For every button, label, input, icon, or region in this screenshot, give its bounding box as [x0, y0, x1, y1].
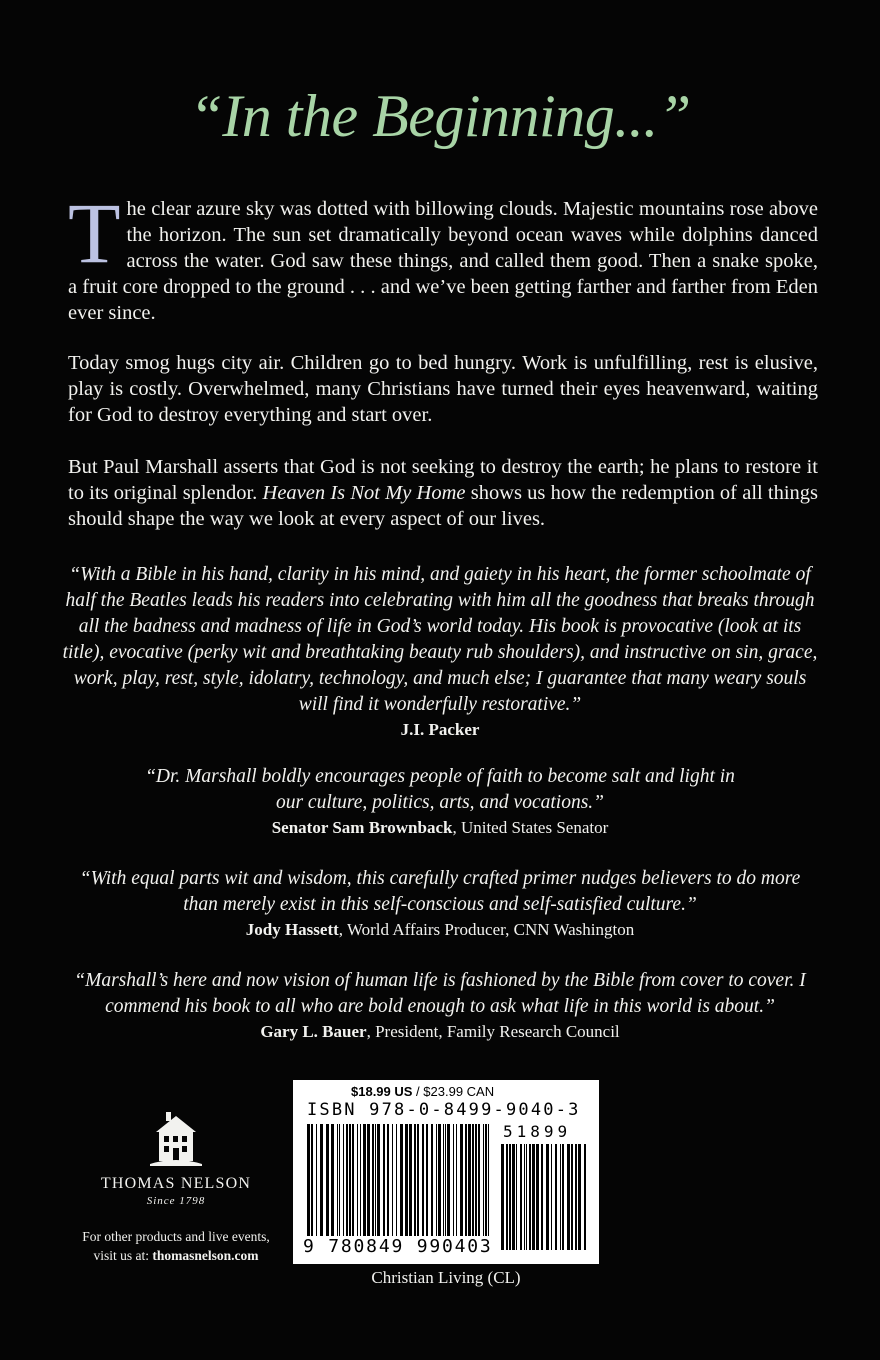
quote-text: “Marshall’s here and now vision of human life is fashioned by the Bible from cover to cover. I commend his book to all who are bold enough to ask what life in this world is about.” — [74, 970, 806, 1017]
visit-prefix: visit us at: — [93, 1248, 153, 1263]
barcode-bar — [468, 1124, 471, 1236]
barcode-bar — [512, 1144, 515, 1250]
barcode-bar — [456, 1124, 457, 1236]
barcode-bar — [414, 1124, 416, 1236]
barcode-panel — [293, 1080, 599, 1264]
barcode-bar — [520, 1144, 522, 1250]
visit-line-2 — [60, 1246, 292, 1265]
quote-text: “Dr. Marshall boldly encourages people of faith to become salt and light in our culture, politics, arts, and vocations.” — [145, 766, 735, 813]
barcode-bar — [375, 1124, 376, 1236]
barcode-bar — [387, 1124, 389, 1236]
barcode-bar — [447, 1124, 450, 1236]
isbn-barcode-bars — [307, 1124, 489, 1236]
publisher-name: THOMAS NELSON — [100, 1175, 252, 1192]
barcode-bar — [331, 1124, 334, 1236]
barcode-bar — [483, 1124, 484, 1236]
barcode-bar — [584, 1144, 586, 1250]
barcode-bar — [524, 1144, 525, 1250]
barcode-bar — [436, 1124, 437, 1236]
price-addon-barcode-bars — [501, 1144, 586, 1250]
barcode-bar — [532, 1144, 535, 1250]
barcode-bar — [472, 1124, 474, 1236]
price-separator: / — [412, 1084, 424, 1099]
publisher-visit — [60, 1227, 292, 1265]
quote-role: , President, Family Research Council — [366, 1022, 620, 1041]
quote-attribution — [140, 816, 740, 840]
barcode-bar — [349, 1124, 351, 1236]
barcode-bar — [475, 1124, 477, 1236]
barcode-bar — [311, 1124, 313, 1236]
barcode-bar — [377, 1124, 380, 1236]
book-title: Heaven Is Not My Home — [262, 482, 466, 504]
description-paragraph-1 — [68, 185, 818, 326]
quote-attribution — [50, 1020, 830, 1044]
barcode-bar — [307, 1124, 310, 1236]
barcode-bar — [567, 1144, 570, 1250]
barcode-bar — [409, 1124, 412, 1236]
barcode-bar — [546, 1144, 549, 1250]
barcode-bar — [352, 1124, 354, 1236]
quote-author: Jody Hassett — [245, 920, 339, 939]
publisher-block — [60, 1110, 292, 1265]
publisher-website: thomasnelson.com — [152, 1248, 259, 1263]
quote-role: , United States Senator — [452, 818, 609, 837]
barcode-bar — [560, 1144, 561, 1250]
barcode-bar — [460, 1124, 463, 1236]
barcode-bar — [465, 1124, 467, 1236]
barcode-bar — [488, 1124, 489, 1236]
barcode-bar — [438, 1124, 441, 1236]
quote-attribution — [60, 918, 820, 942]
barcode-bar — [357, 1124, 358, 1236]
paragraph-2-text: Today smog hugs city air. Children go to bed hungry. Work is unfulfilling, rest is elusive, play is costly. Overwhelmed, many Christians have turned their eyes heavenward, waiting for God to destroy everything and start over. — [68, 352, 818, 426]
barcode-bar — [501, 1144, 504, 1250]
barcode-bar — [392, 1124, 393, 1236]
ean-number: 9 780849 990403 — [303, 1236, 493, 1257]
barcode-bar — [516, 1144, 517, 1250]
quote-author: Gary L. Bauer — [260, 1022, 367, 1041]
barcode-bar — [526, 1144, 527, 1250]
description-paragraph-3 — [68, 454, 818, 532]
barcode-bar — [367, 1124, 370, 1236]
price-line — [351, 1084, 494, 1099]
house-icon — [148, 1110, 204, 1168]
quote-attribution — [60, 718, 820, 742]
category-label: Christian Living (CL) — [371, 1268, 521, 1287]
barcode-bar — [431, 1124, 433, 1236]
barcode-bar — [346, 1124, 348, 1236]
description-paragraph-2 — [68, 350, 818, 428]
barcode-bar — [405, 1124, 408, 1236]
barcode-bar — [555, 1144, 557, 1250]
barcode-bar — [326, 1124, 329, 1236]
endorsement-3 — [60, 866, 820, 942]
barcode-bar — [578, 1144, 581, 1250]
barcode-bar — [417, 1124, 419, 1236]
barcode-bar — [363, 1124, 366, 1236]
paragraph-1-text: he clear azure sky was dotted with billowing clouds. Majestic mountains rose above the horizon. The sun set dramatically beyond ocean waves while dolphins danced across the water. God saw these things, and called them good. Then a snake spoke, a fruit core dropped to the ground . . . and we’ve been getting farther and farther from Eden ever since. — [68, 198, 818, 324]
barcode-bar — [541, 1144, 543, 1250]
barcode-bar — [396, 1124, 397, 1236]
barcode-bar — [400, 1124, 403, 1236]
price-can: $23.99 CAN — [423, 1084, 495, 1099]
barcode-bar — [453, 1124, 454, 1236]
barcode-bar — [509, 1144, 511, 1250]
barcode-bar — [529, 1144, 531, 1250]
barcode-bar — [316, 1124, 317, 1236]
barcode-bar — [372, 1124, 374, 1236]
endorsement-4 — [50, 968, 830, 1044]
barcode-bar — [536, 1144, 539, 1250]
barcode-bar — [337, 1124, 338, 1236]
barcode-bar — [422, 1124, 424, 1236]
barcode-bar — [562, 1144, 564, 1250]
barcode-bar — [360, 1124, 361, 1236]
barcode-bar — [383, 1124, 385, 1236]
quote-text: “With a Bible in his hand, clarity in his mind, and gaiety in his heart, the former schoolmate of half the Beatles leads his readers into celebrating with him all the goodness that breaks through all the badness and madness of life in God’s world today. His book is provocative (look at its title), evocative (perky wit and breathtaking beauty rub shoulders), and instructive on sin, grace, work, play, rest, style, idolatry, technology, and much else; I guarantee that many weary souls will find it wonderfully restorative.” — [62, 564, 818, 715]
endorsement-2 — [140, 764, 740, 840]
price-us: $18.99 US — [351, 1084, 413, 1099]
barcode-bar — [339, 1124, 340, 1236]
quote-author: Senator Sam Brownback — [271, 818, 453, 837]
quote-role: , World Affairs Producer, CNN Washington — [338, 920, 635, 939]
barcode-bar — [575, 1144, 577, 1250]
paragraph-3-text-b: shows us how the redemption of all things should shape the way we look at every aspect of our lives. — [68, 482, 819, 530]
barcode-bar — [551, 1144, 552, 1250]
barcode-bar — [320, 1124, 323, 1236]
barcode-bar — [445, 1124, 446, 1236]
barcode-bar — [485, 1124, 487, 1236]
paragraph-3-text-a: But Paul Marshall asserts that God is not seeking to destroy the earth; he plans to restore it to its original splendor. — [68, 456, 818, 504]
barcode-bar — [571, 1144, 573, 1250]
endorsement-1 — [60, 562, 820, 742]
barcode-bar — [506, 1144, 508, 1250]
visit-line-1: For other products and live events, — [82, 1229, 270, 1244]
quote-author: J.I. Packer — [400, 720, 480, 739]
barcode-bar — [426, 1124, 428, 1236]
barcode-addon-number: 51899 — [503, 1122, 572, 1141]
isbn-number: ISBN 978-0-8499-9040-3 — [307, 1100, 581, 1120]
barcode-bar — [443, 1124, 444, 1236]
quote-text: “With equal parts wit and wisdom, this carefully crafted primer nudges believers to do more than merely exist in this self-conscious and self-satisfied culture.” — [79, 868, 801, 915]
barcode-bar — [478, 1124, 480, 1236]
headline: “In the Beginning...” — [189, 83, 691, 149]
barcode-bar — [343, 1124, 344, 1236]
publisher-since: Since 1798 — [146, 1195, 206, 1207]
drop-cap: T — [68, 185, 121, 281]
